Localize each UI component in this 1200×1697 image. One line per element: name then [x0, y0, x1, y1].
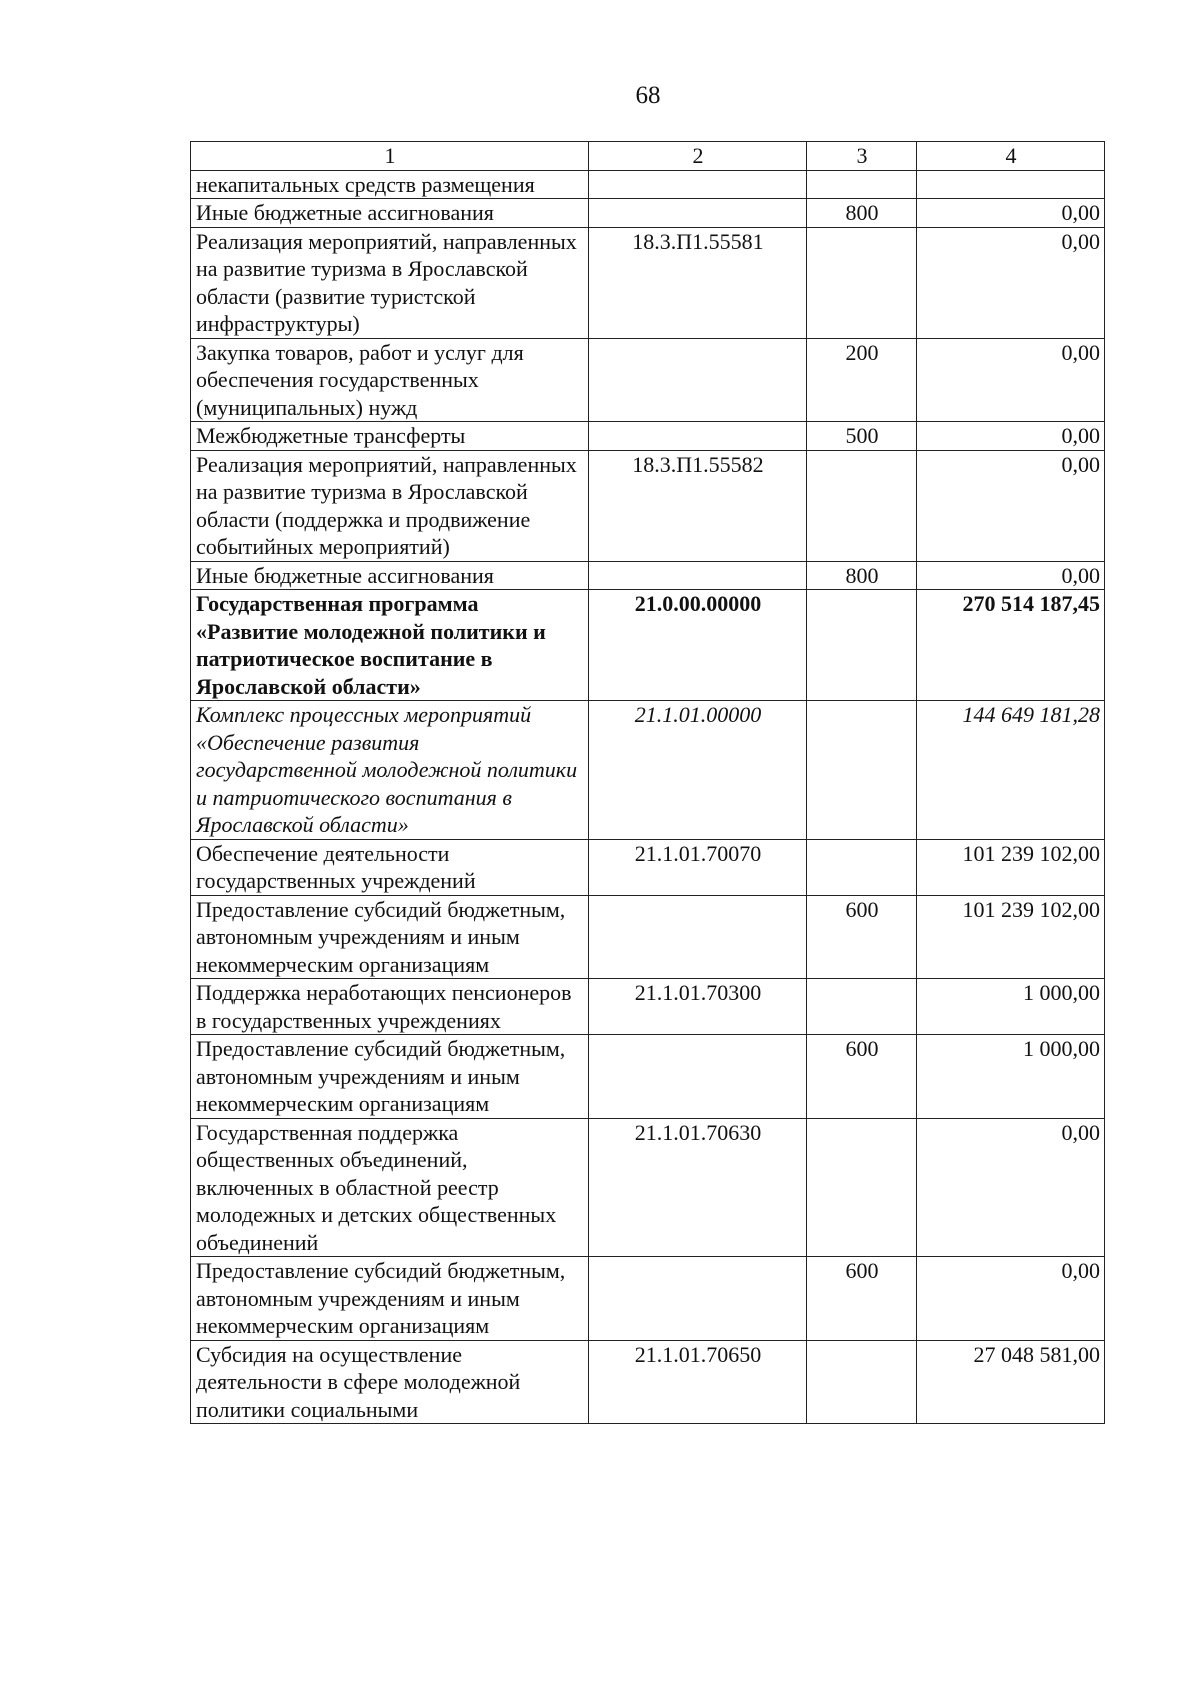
- row-category-cell: [807, 1340, 917, 1424]
- table-row: [191, 590, 1105, 701]
- table-row: [191, 979, 1105, 1035]
- row-code-cell: 18.3.П1.55582: [589, 450, 807, 561]
- header-cell-2: 2: [589, 142, 807, 171]
- row-name-cell: Предоставление субсидий бюджетным, автономным учреждениям и иным некоммерческим организациям: [191, 895, 589, 979]
- row-name-cell: Государственная программа «Развитие молодежной политики и патриотическое воспитание в Ярославской области»: [191, 590, 589, 701]
- row-code-cell: [589, 1035, 807, 1119]
- row-amount-cell: 1 000,00: [917, 1035, 1105, 1119]
- row-amount-cell: 0,00: [917, 1257, 1105, 1341]
- row-category-cell: [807, 170, 917, 199]
- row-name-cell: Реализация мероприятий, направленных на развитие туризма в Ярославской области (развитие туристской инфраструктуры): [191, 227, 589, 338]
- row-category-cell: 600: [807, 1257, 917, 1341]
- header-cell-3: 3: [807, 142, 917, 171]
- row-name-cell: Предоставление субсидий бюджетным, автономным учреждениям и иным некоммерческим организациям: [191, 1257, 589, 1341]
- row-category-cell: 800: [807, 199, 917, 228]
- header-cell-1: 1: [191, 142, 589, 171]
- row-code-cell: [589, 199, 807, 228]
- row-code-cell: 21.1.01.70630: [589, 1118, 807, 1257]
- table-row: [191, 170, 1105, 199]
- row-name-cell: Иные бюджетные ассигнования: [191, 561, 589, 590]
- table-header-row: [191, 142, 1105, 171]
- row-amount-cell: 0,00: [917, 199, 1105, 228]
- table-row: [191, 422, 1105, 451]
- row-amount-cell: 144 649 181,28: [917, 701, 1105, 840]
- table-row: [191, 895, 1105, 979]
- row-name-cell: Субсидия на осуществление деятельности в сфере молодежной политики социальными: [191, 1340, 589, 1424]
- row-code-cell: [589, 338, 807, 422]
- budget-table: [190, 141, 1105, 1424]
- row-category-cell: [807, 450, 917, 561]
- row-amount-cell: 0,00: [917, 338, 1105, 422]
- row-code-cell: 21.1.01.70650: [589, 1340, 807, 1424]
- row-amount-cell: 0,00: [917, 1118, 1105, 1257]
- row-amount-cell: [917, 170, 1105, 199]
- row-category-cell: [807, 839, 917, 895]
- row-name-cell: Поддержка неработающих пенсионеров в государственных учреждениях: [191, 979, 589, 1035]
- row-name-cell: Комплекс процессных мероприятий «Обеспечение развития государственной молодежной политики и патриотического воспитания в Ярославской области»: [191, 701, 589, 840]
- row-category-cell: [807, 701, 917, 840]
- row-category-cell: 500: [807, 422, 917, 451]
- table-row: [191, 1340, 1105, 1424]
- row-amount-cell: 1 000,00: [917, 979, 1105, 1035]
- row-amount-cell: 101 239 102,00: [917, 839, 1105, 895]
- row-name-cell: некапитальных средств размещения: [191, 170, 589, 199]
- row-name-cell: Межбюджетные трансферты: [191, 422, 589, 451]
- header-cell-4: 4: [917, 142, 1105, 171]
- row-amount-cell: 0,00: [917, 422, 1105, 451]
- table-row: [191, 839, 1105, 895]
- page-number: 68: [635, 82, 661, 109]
- row-amount-cell: 101 239 102,00: [917, 895, 1105, 979]
- row-category-cell: [807, 227, 917, 338]
- table-row: [191, 450, 1105, 561]
- row-code-cell: 21.1.01.70300: [589, 979, 807, 1035]
- table-body: [191, 170, 1105, 1424]
- row-amount-cell: 0,00: [917, 450, 1105, 561]
- row-code-cell: [589, 170, 807, 199]
- row-name-cell: Обеспечение деятельности государственных учреждений: [191, 839, 589, 895]
- row-amount-cell: 0,00: [917, 227, 1105, 338]
- row-category-cell: [807, 979, 917, 1035]
- table-row: [191, 227, 1105, 338]
- row-code-cell: 21.0.00.00000: [589, 590, 807, 701]
- table-row: [191, 199, 1105, 228]
- row-amount-cell: 27 048 581,00: [917, 1340, 1105, 1424]
- row-code-cell: [589, 1257, 807, 1341]
- row-category-cell: 800: [807, 561, 917, 590]
- row-name-cell: Государственная поддержка общественных объединений, включенных в областной реестр молодежных и детских общественных объединений: [191, 1118, 589, 1257]
- row-category-cell: 200: [807, 338, 917, 422]
- row-amount-cell: 0,00: [917, 561, 1105, 590]
- row-name-cell: Закупка товаров, работ и услуг для обеспечения государственных (муниципальных) нужд: [191, 338, 589, 422]
- row-name-cell: Иные бюджетные ассигнования: [191, 199, 589, 228]
- table-row: [191, 701, 1105, 840]
- row-code-cell: 21.1.01.70070: [589, 839, 807, 895]
- table-row: [191, 1257, 1105, 1341]
- row-category-cell: 600: [807, 895, 917, 979]
- row-code-cell: [589, 895, 807, 979]
- row-name-cell: Предоставление субсидий бюджетным, автономным учреждениям и иным некоммерческим организациям: [191, 1035, 589, 1119]
- row-amount-cell: 270 514 187,45: [917, 590, 1105, 701]
- row-category-cell: 600: [807, 1035, 917, 1119]
- row-code-cell: 21.1.01.00000: [589, 701, 807, 840]
- table-row: [191, 338, 1105, 422]
- table-row: [191, 1035, 1105, 1119]
- row-code-cell: [589, 422, 807, 451]
- row-category-cell: [807, 590, 917, 701]
- row-code-cell: [589, 561, 807, 590]
- table-row: [191, 1118, 1105, 1257]
- row-category-cell: [807, 1118, 917, 1257]
- row-code-cell: 18.3.П1.55581: [589, 227, 807, 338]
- table-row: [191, 561, 1105, 590]
- row-name-cell: Реализация мероприятий, направленных на развитие туризма в Ярославской области (поддержка и продвижение событийных мероприятий): [191, 450, 589, 561]
